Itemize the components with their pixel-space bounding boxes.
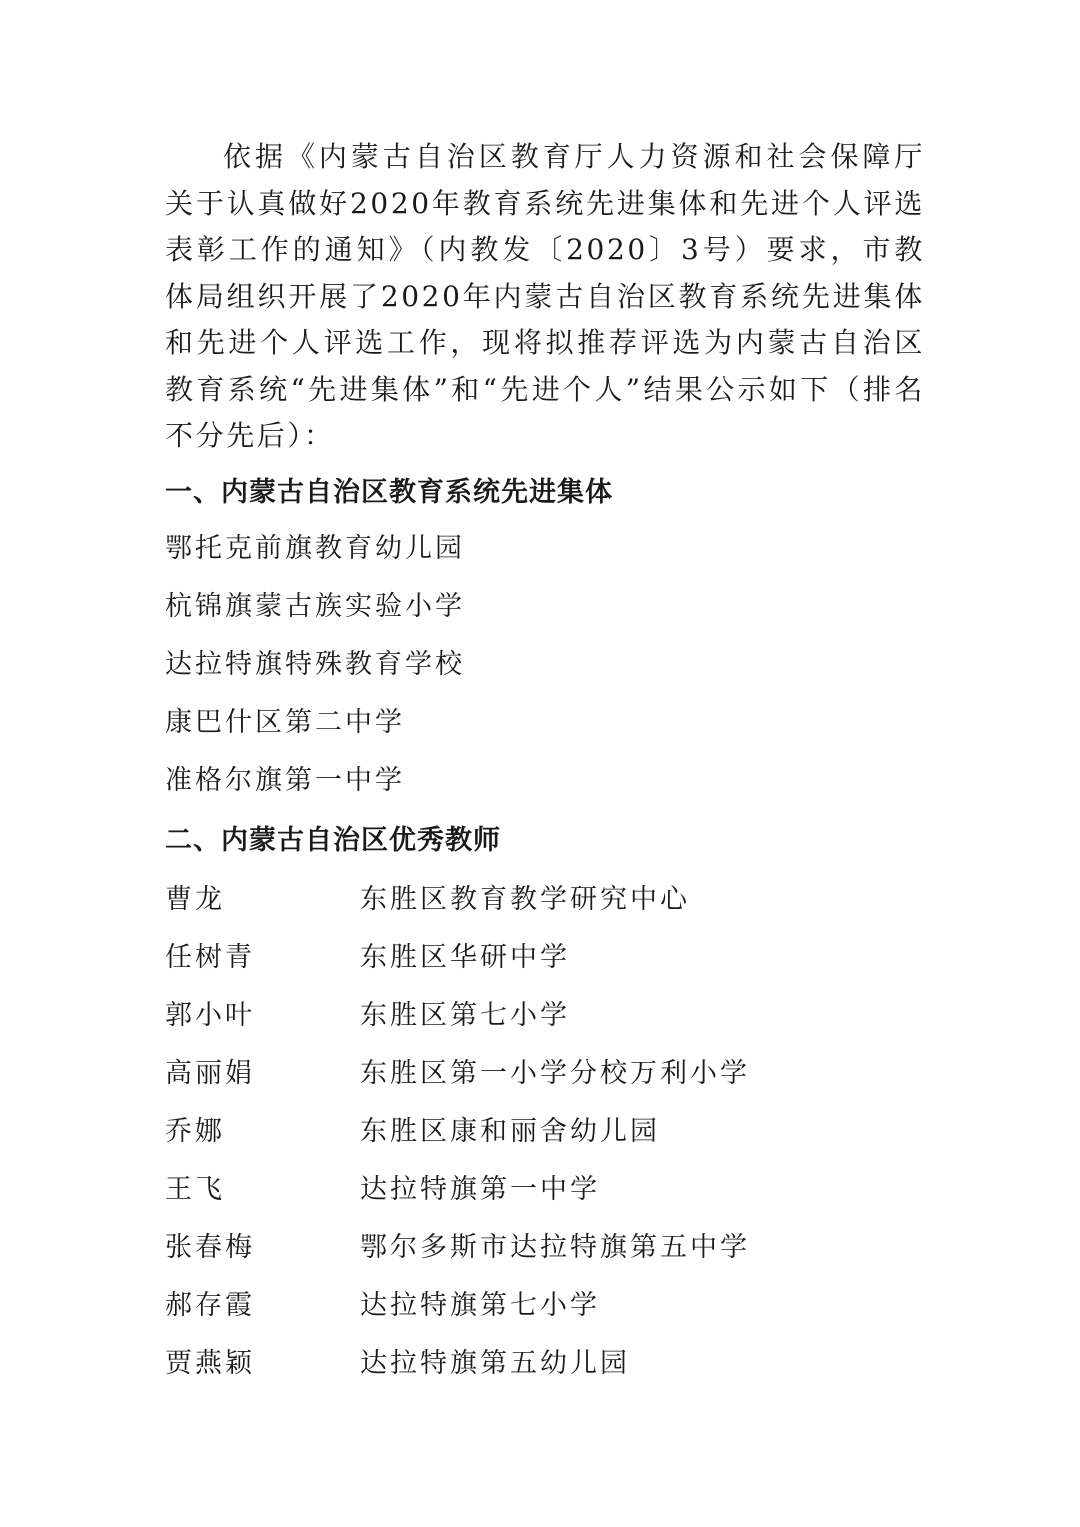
intro-paragraph: 依据《内蒙古自治区教育厅人力资源和社会保障厅关于认真做好2020年教育系统先进集体和先进个人评选表彰工作的通知》（内教发〔2020〕3号）要求，市教体局组织开展了2020年内蒙古自治区教育系统先进集体和先进个人评选工作，现将拟推荐评选为内蒙古自治区教育系统“先进集体”和“先进个人”结果公示如下（排名不分先后）：: [165, 140, 925, 452]
collective-item: 康巴什区第二中学: [165, 707, 405, 738]
teacher-organization: 达拉特旗第五幼儿园: [360, 1348, 630, 1379]
teacher-list: [165, 877, 750, 1399]
teacher-row: [165, 1283, 750, 1341]
teacher-organization: 东胜区华研中学: [360, 942, 570, 973]
teacher-row: [165, 877, 750, 935]
teacher-row: [165, 1167, 750, 1225]
teacher-row: [165, 1051, 750, 1109]
collective-item: 准格尔旗第一中学: [165, 765, 405, 796]
teacher-organization: 东胜区教育教学研究中心: [360, 884, 690, 915]
teacher-name: 曹龙: [165, 884, 225, 915]
teacher-name: 高丽娟: [165, 1058, 255, 1089]
teacher-row: [165, 1109, 750, 1167]
teacher-row: [165, 1341, 750, 1399]
teacher-name: 贾燕颖: [165, 1348, 255, 1379]
teacher-name: 张春梅: [165, 1232, 255, 1263]
collective-list: [165, 526, 465, 816]
teacher-name: 王飞: [165, 1174, 225, 1205]
teacher-row: [165, 935, 750, 993]
teacher-organization: 鄂尔多斯市达拉特旗第五中学: [360, 1232, 750, 1263]
section-heading-collectives: 一、内蒙古自治区教育系统先进集体: [165, 477, 613, 508]
section-heading-teachers: 二、内蒙古自治区优秀教师: [165, 825, 501, 856]
collective-item: 达拉特旗特殊教育学校: [165, 649, 465, 680]
teacher-name: 郝存霞: [165, 1290, 255, 1321]
teacher-name: 郭小叶: [165, 1000, 255, 1031]
collective-item: 杭锦旗蒙古族实验小学: [165, 591, 465, 622]
teacher-organization: 东胜区第七小学: [360, 1000, 570, 1031]
collective-item: 鄂托克前旗教育幼儿园: [165, 533, 465, 564]
teacher-organization: 东胜区康和丽舍幼儿园: [360, 1116, 660, 1147]
teacher-organization: 达拉特旗第七小学: [360, 1290, 600, 1321]
teacher-row: [165, 1225, 750, 1283]
teacher-organization: 东胜区第一小学分校万利小学: [360, 1058, 750, 1089]
teacher-name: 乔娜: [165, 1116, 225, 1147]
teacher-row: [165, 993, 750, 1051]
teacher-organization: 达拉特旗第一中学: [360, 1174, 600, 1205]
teacher-name: 任树青: [165, 942, 255, 973]
